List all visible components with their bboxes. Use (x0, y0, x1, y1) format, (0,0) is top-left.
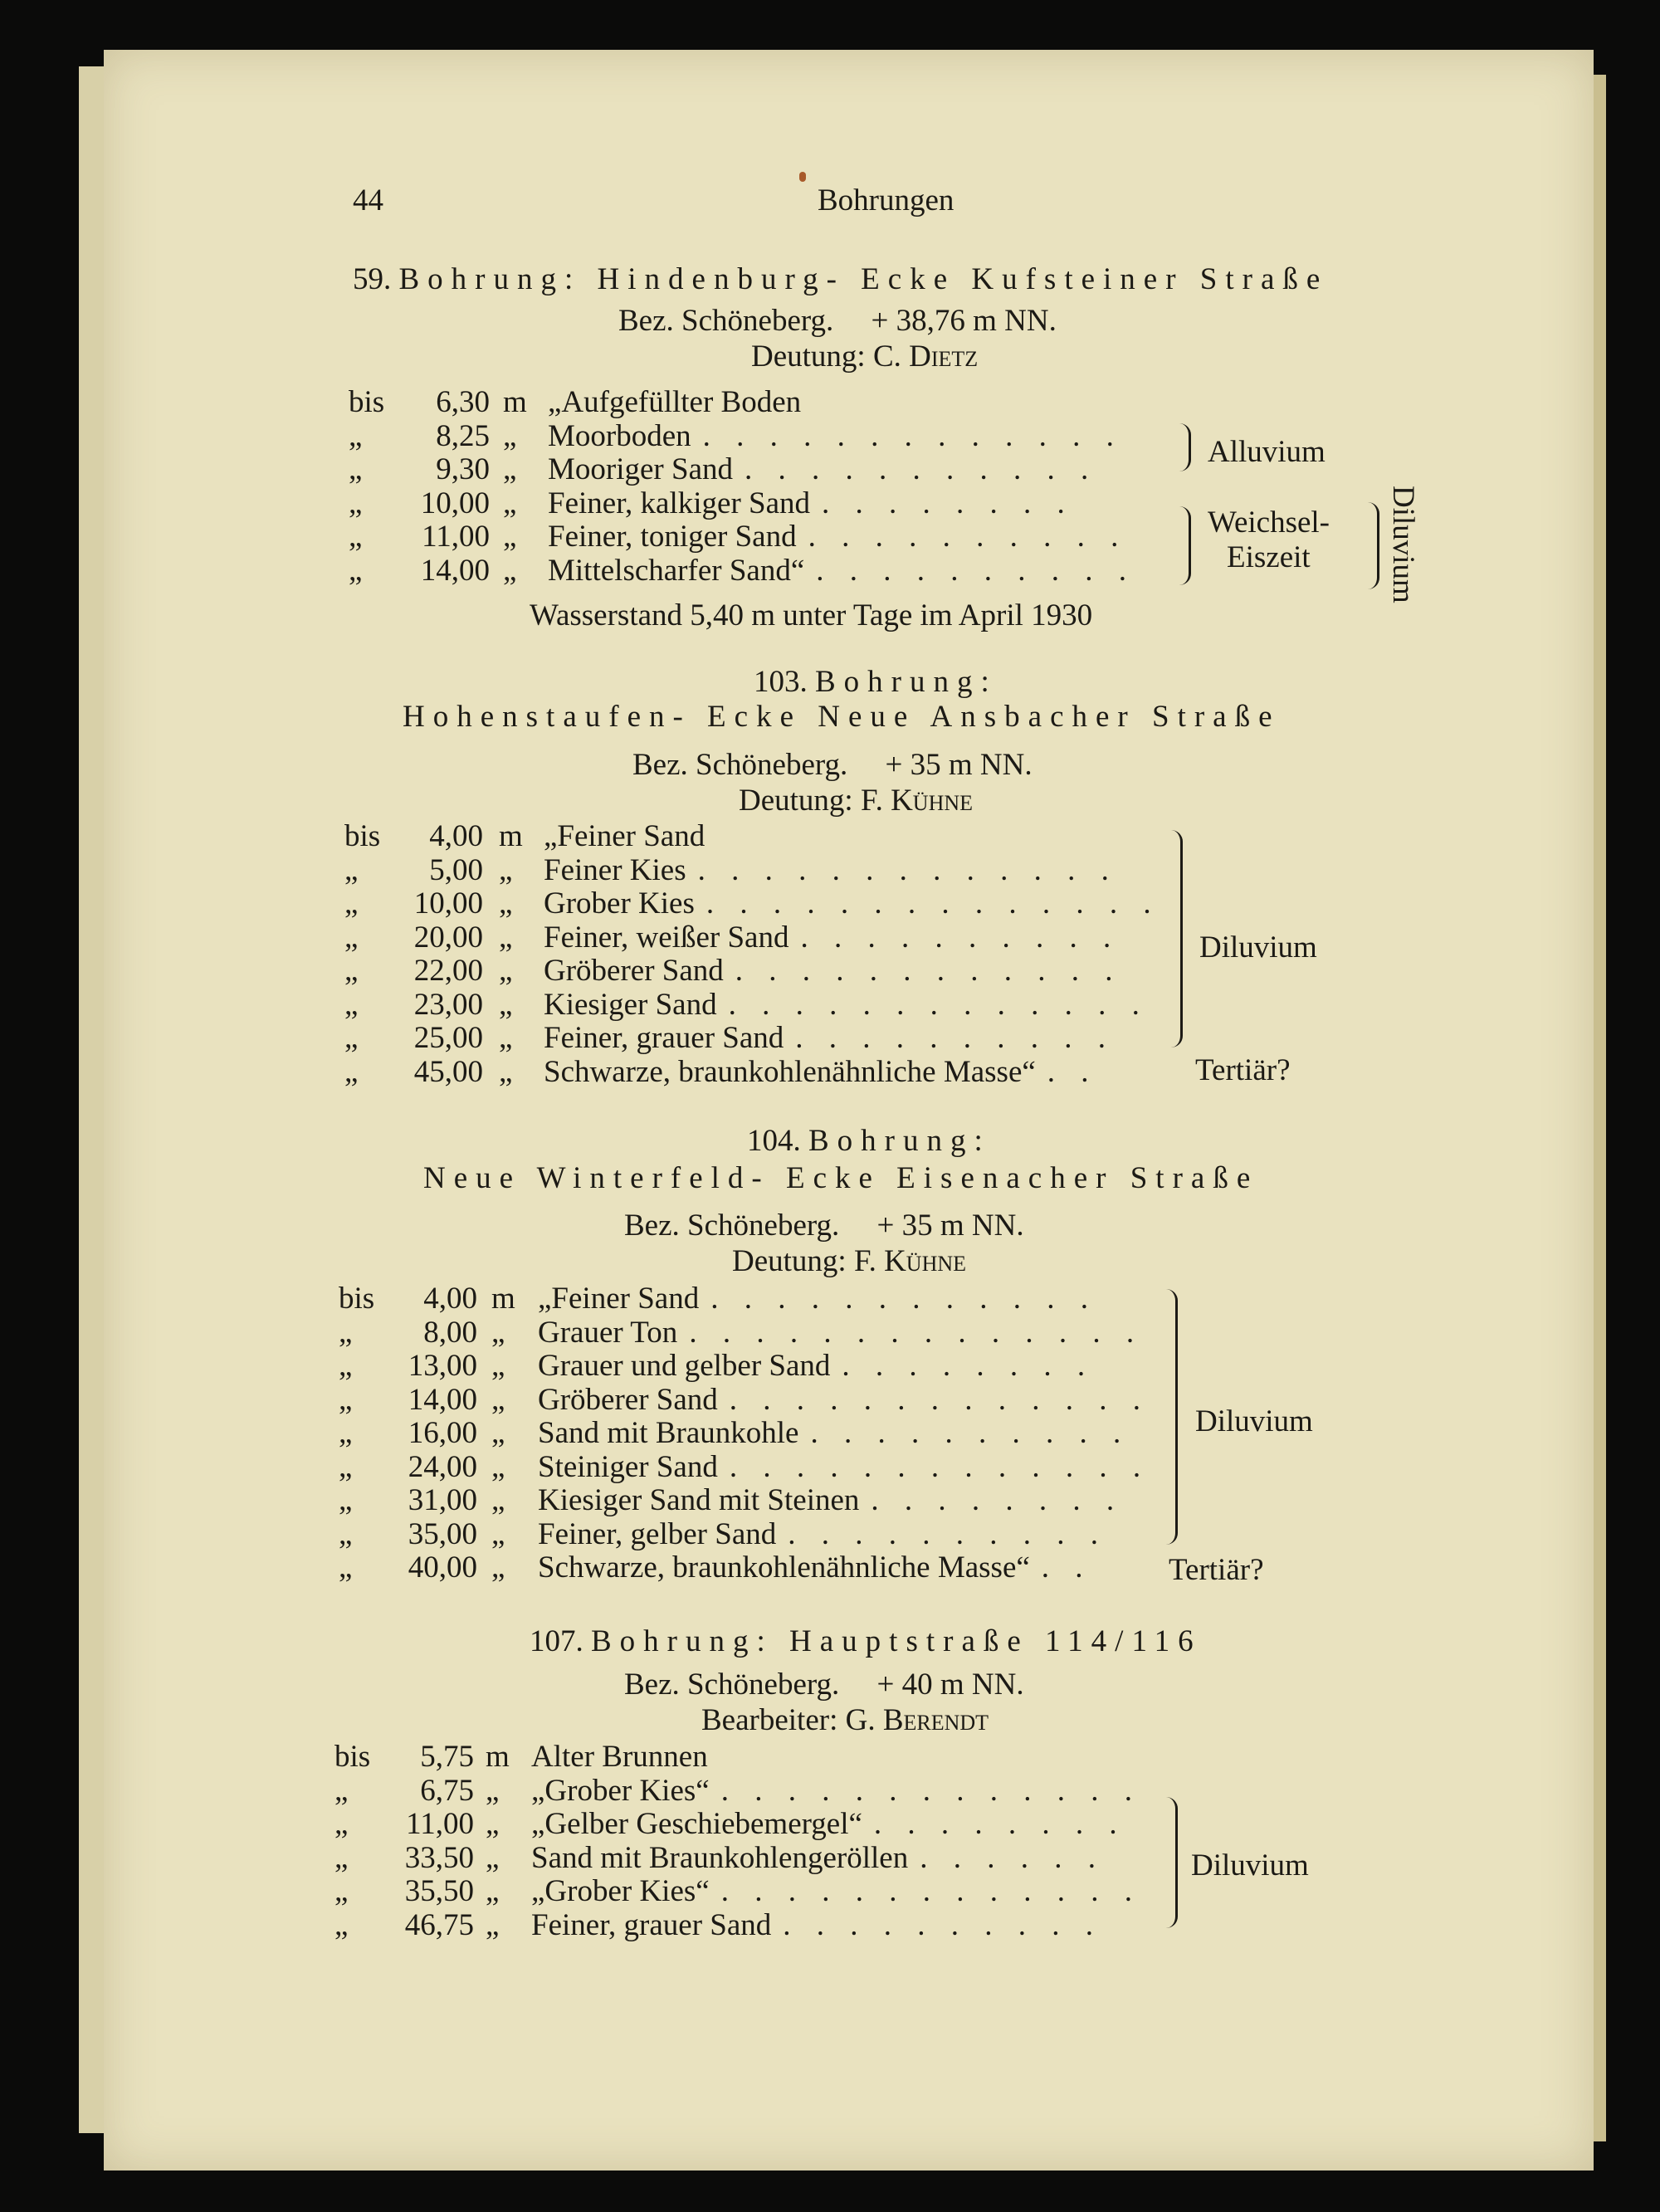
section-103-subtitle: Hohenstaufen- Ecke Neue Ansbacher Straße (403, 700, 1281, 734)
row-unit: m (499, 819, 523, 853)
row-depth: 4,00 (429, 819, 483, 853)
row-depth: 5,00 (429, 852, 483, 887)
section-104-title (747, 1125, 991, 1158)
row-depth: 23,00 (413, 987, 483, 1022)
brace-diluvium (1169, 830, 1183, 1047)
section-number: 104. (747, 1124, 801, 1158)
row-description: Mooriger Sand (548, 452, 733, 486)
row-prefix: „ (339, 1315, 353, 1350)
row-unit: „ (503, 486, 517, 520)
row-description: „Feiner Sand (544, 819, 706, 853)
row-description: „Grober Kies“ (531, 1874, 710, 1908)
row-prefix: „ (334, 1840, 349, 1875)
row-prefix: „ (344, 920, 359, 955)
row-unit: „ (499, 886, 513, 920)
row-leader-dots: . . . . . . . . . . . . (710, 1282, 1097, 1316)
section-59-district (618, 305, 1057, 338)
row-depth: 8,00 (423, 1315, 477, 1350)
row-prefix: „ (349, 486, 363, 520)
row-leader-dots: . . (1047, 1054, 1098, 1089)
row-description: Feiner, kalkiger Sand (548, 486, 811, 520)
row-description-line (531, 1808, 1126, 1841)
row-description-line (531, 1875, 1141, 1908)
row-depth: 4,00 (423, 1282, 477, 1316)
row-leader-dots: . . . . . . . . . . . . . (720, 1874, 1141, 1908)
row-prefix: „ (349, 452, 363, 486)
row-description: „Feiner Sand (538, 1282, 700, 1316)
row-description: Feiner Kies (544, 852, 686, 887)
row-leader-dots: . . . . . . . . . . (816, 553, 1135, 588)
row-description: Gröberer Sand (544, 954, 724, 988)
section-103-district (632, 749, 1033, 782)
row-depth: 8,25 (436, 418, 490, 453)
row-unit: „ (503, 520, 517, 554)
row-depth: 14,00 (408, 1382, 477, 1417)
row-leader-dots: . . . . . . . . . . (783, 1907, 1103, 1942)
row-prefix: „ (339, 1550, 353, 1585)
page-number: 44 (353, 183, 383, 217)
row-prefix: „ (334, 1807, 349, 1841)
interpretation-name: C. Dietz (872, 339, 979, 374)
row-unit: „ (491, 1449, 505, 1484)
row-prefix: „ (344, 987, 359, 1022)
row-leader-dots: . . . . . . (920, 1840, 1105, 1875)
row-prefix: „ (339, 1449, 353, 1484)
brace-diluvium (1164, 1797, 1178, 1928)
row-description-line (538, 1417, 1130, 1450)
row-description: Sand mit Braunkohle (538, 1416, 799, 1450)
row-unit: „ (503, 452, 517, 486)
row-prefix: „ (339, 1349, 353, 1383)
district: Bez. Schöneberg. (618, 304, 834, 338)
row-description-line (548, 554, 1135, 588)
row-description: Steiniger Sand (538, 1449, 718, 1484)
group-label-tertiar: Tertiär? (1195, 1053, 1291, 1087)
interpretation-label: Bearbeiter: (701, 1703, 838, 1737)
row-prefix: „ (339, 1416, 353, 1450)
row-prefix: „ (339, 1382, 353, 1417)
row-unit: „ (486, 1773, 500, 1808)
row-depth: 20,00 (413, 920, 483, 955)
interpretation-label: Deutung: (732, 1244, 847, 1278)
row-unit: „ (499, 852, 513, 887)
section-59-interpretation (751, 340, 978, 374)
row-description-line (538, 1316, 1143, 1350)
section-107-interpretation (701, 1704, 989, 1737)
row-prefix: „ (349, 553, 363, 588)
row-description-line (544, 854, 1118, 887)
row-depth: 35,00 (408, 1516, 477, 1551)
section-title-text: Bohrung: Hauptstraße 114/116 (591, 1624, 1202, 1658)
group-label-alluvium: Alluvium (1208, 435, 1326, 469)
row-leader-dots: . . . . . . . . . . . . . (697, 852, 1118, 887)
row-prefix: „ (334, 1874, 349, 1908)
row-unit: „ (499, 954, 513, 988)
row-prefix: „ (334, 1773, 349, 1808)
row-description-line (538, 1451, 1150, 1484)
row-description-line (531, 1842, 1105, 1875)
row-description-line (538, 1384, 1150, 1417)
interpretation-name: G. Berendt (845, 1703, 989, 1737)
row-prefix: „ (349, 520, 363, 554)
row-unit: „ (491, 1382, 505, 1417)
row-leader-dots: . . . . . . . . . . (788, 1516, 1107, 1551)
row-prefix: bis (334, 1740, 371, 1774)
district: Bez. Schöneberg. (624, 1209, 840, 1243)
row-description-line (544, 1056, 1098, 1089)
section-title-text: Bohrung: Hindenburg- Ecke Kufsteiner Straße (398, 262, 1329, 296)
row-description: Kiesiger Sand (544, 987, 717, 1022)
row-unit: „ (486, 1907, 500, 1942)
row-description: Alter Brunnen (531, 1740, 708, 1774)
row-depth: 6,75 (420, 1773, 474, 1808)
elevation: + 40 m NN. (876, 1668, 1024, 1702)
row-description: „Aufgefüllter Boden (548, 385, 802, 419)
row-description: Feiner, toniger Sand (548, 520, 797, 554)
elevation: + 35 m NN. (885, 748, 1033, 782)
section-103-title (754, 666, 998, 699)
section-103-interpretation (739, 784, 973, 818)
row-leader-dots: . . . . . . . . . . . . (735, 954, 1122, 988)
section-title-text: Bohrung: (815, 665, 998, 699)
row-depth: 24,00 (408, 1449, 477, 1484)
row-leader-dots: . . . . . . . . (871, 1483, 1124, 1517)
elevation: + 38,76 m NN. (871, 304, 1057, 338)
row-prefix: bis (344, 819, 381, 853)
row-unit: „ (486, 1807, 500, 1841)
row-description: Grauer Ton (538, 1315, 678, 1350)
row-description-line (538, 1484, 1123, 1517)
row-unit: „ (499, 1021, 513, 1055)
row-description: Grober Kies (544, 886, 695, 920)
row-description: „Grober Kies“ (531, 1773, 710, 1808)
row-description-line (538, 1350, 1094, 1383)
row-leader-dots: . . . . . . . . . . . (745, 452, 1098, 486)
row-leader-dots: . . . . . . . . . . . . . (720, 1773, 1141, 1808)
row-leader-dots: . . . . . . . . (873, 1807, 1126, 1841)
row-unit: „ (491, 1349, 505, 1383)
group-label-diluvium: Diluvium (1191, 1848, 1309, 1882)
row-depth: 31,00 (408, 1483, 477, 1517)
row-leader-dots: . . . . . . . . . . . . . (728, 987, 1149, 1022)
row-prefix: „ (344, 954, 359, 988)
row-description: Schwarze, braunkohlenähnliche Masse“ (544, 1054, 1036, 1089)
row-depth: 40,00 (408, 1550, 477, 1585)
row-depth: 22,00 (413, 954, 483, 988)
group-label-eiszeit: Eiszeit (1227, 540, 1311, 574)
row-prefix: „ (344, 1021, 359, 1055)
section-number: 59. (353, 262, 392, 296)
row-leader-dots: . . . . . . . . . . (808, 520, 1128, 554)
row-description-line (544, 1022, 1115, 1055)
row-depth: 14,00 (420, 553, 490, 588)
section-104-interpretation (732, 1245, 966, 1278)
section-59-title (353, 263, 1328, 296)
row-description-line (544, 887, 1160, 920)
row-depth: 35,50 (404, 1874, 474, 1908)
row-depth: 11,00 (406, 1807, 474, 1841)
row-unit: „ (491, 1550, 505, 1585)
interpretation-name: F. Kühne (853, 1244, 966, 1278)
row-leader-dots: . . . . . . . . . . (795, 1021, 1116, 1055)
ink-mark (799, 172, 806, 182)
interpretation-label: Deutung: (751, 339, 866, 374)
brace-diluvium (1164, 1289, 1178, 1545)
row-description: Feiner, grauer Sand (544, 1021, 784, 1055)
row-prefix: „ (344, 852, 359, 887)
row-leader-dots: . . . . . . . . . . . . . . (706, 886, 1160, 920)
row-prefix: „ (344, 1054, 359, 1089)
row-description-line (548, 386, 813, 419)
section-number: 103. (754, 665, 808, 699)
section-number: 107. (530, 1624, 583, 1658)
row-unit: „ (486, 1874, 500, 1908)
row-leader-dots: . . . . . . . . . . . . . . (689, 1315, 1144, 1350)
row-unit: „ (503, 553, 517, 588)
row-prefix: „ (339, 1516, 353, 1551)
interpretation-name: F. Kühne (860, 784, 973, 818)
section-107-title (530, 1625, 1202, 1658)
group-label-weichsel: Weichsel- (1208, 505, 1330, 540)
row-leader-dots: . . . . . . . . . . . . . (702, 418, 1123, 453)
section-title-text: Bohrung: (808, 1124, 991, 1158)
group-label-diluvium-vertical: Diluvium (1386, 486, 1420, 603)
row-description-line (531, 1741, 720, 1774)
row-description-line (548, 453, 1097, 486)
row-depth: 33,50 (404, 1840, 474, 1875)
group-label-diluvium: Diluvium (1195, 1404, 1313, 1438)
district: Bez. Schöneberg. (632, 748, 848, 782)
row-depth: 6,30 (436, 385, 490, 419)
row-prefix: „ (344, 886, 359, 920)
row-description-line (531, 1909, 1102, 1942)
row-leader-dots: . . . . . . . . . . (800, 920, 1120, 955)
row-depth: 10,00 (413, 886, 483, 920)
row-depth: 13,00 (408, 1349, 477, 1383)
row-unit: „ (491, 1416, 505, 1450)
row-description: „Gelber Geschiebemergel“ (531, 1807, 862, 1841)
row-description-line (544, 955, 1122, 988)
row-unit: „ (499, 920, 513, 955)
section-104-district (624, 1209, 1024, 1243)
row-unit: „ (486, 1840, 500, 1875)
row-description-line (548, 420, 1123, 453)
row-description-line (538, 1282, 1097, 1316)
row-prefix: „ (334, 1907, 349, 1942)
interpretation-label: Deutung: (739, 784, 853, 818)
row-depth: 11,00 (422, 520, 490, 554)
row-description: Moorboden (548, 418, 691, 453)
row-description: Gröberer Sand (538, 1382, 718, 1417)
row-depth: 46,75 (404, 1907, 474, 1942)
row-unit: m (503, 385, 527, 419)
row-prefix: bis (349, 385, 385, 419)
row-depth: 9,30 (436, 452, 490, 486)
brace-diluvium (1365, 502, 1379, 589)
row-leader-dots: . . . . . . . . (822, 486, 1074, 520)
row-unit: m (486, 1740, 510, 1774)
row-depth: 45,00 (413, 1054, 483, 1089)
row-prefix: bis (339, 1282, 375, 1316)
row-description: Schwarze, braunkohlenähnliche Masse“ (538, 1550, 1030, 1585)
row-unit: „ (491, 1315, 505, 1350)
row-prefix: „ (339, 1483, 353, 1517)
row-unit: „ (491, 1483, 505, 1517)
row-leader-dots: . . (1041, 1550, 1092, 1585)
running-title: Bohrungen (818, 183, 954, 217)
row-description-line (548, 487, 1074, 520)
row-description-line (544, 820, 716, 853)
section-59-water-note: Wasserstand 5,40 m unter Tage im April 1930 (530, 598, 1093, 632)
row-description-line (548, 520, 1127, 554)
row-depth: 10,00 (420, 486, 490, 520)
district: Bez. Schöneberg. (624, 1668, 840, 1702)
row-description: Feiner, gelber Sand (538, 1516, 777, 1551)
elevation: + 35 m NN. (876, 1209, 1024, 1243)
row-prefix: „ (349, 418, 363, 453)
row-unit: m (491, 1282, 515, 1316)
row-unit: „ (499, 1054, 513, 1089)
row-leader-dots: . . . . . . . . . . . . . (729, 1449, 1150, 1484)
row-unit: „ (499, 987, 513, 1022)
row-leader-dots: . . . . . . . . . . (810, 1416, 1130, 1450)
row-description: Feiner, grauer Sand (531, 1907, 772, 1942)
row-description: Sand mit Braunkohlengeröllen (531, 1840, 909, 1875)
row-leader-dots: . . . . . . . . . . . . . (729, 1382, 1150, 1417)
brace-weichsel (1177, 506, 1191, 585)
row-depth: 25,00 (413, 1021, 483, 1055)
row-unit: „ (491, 1516, 505, 1551)
group-label-tertiar: Tertiär? (1169, 1553, 1264, 1587)
row-description: Kiesiger Sand mit Steinen (538, 1483, 860, 1517)
row-description-line (538, 1518, 1107, 1551)
row-leader-dots: . . . . . . . . (842, 1349, 1095, 1383)
section-104-subtitle: Neue Winterfeld- Ecke Eisenacher Straße (423, 1161, 1259, 1195)
row-description-line (544, 921, 1120, 955)
row-depth: 16,00 (408, 1416, 477, 1450)
row-description-line (538, 1551, 1092, 1585)
row-description: Mittelscharfer Sand“ (548, 553, 805, 588)
row-description: Grauer und gelber Sand (538, 1349, 831, 1383)
brace-alluvium (1177, 423, 1191, 471)
section-107-district (624, 1668, 1024, 1702)
row-description: Feiner, weißer Sand (544, 920, 789, 955)
row-depth: 5,75 (420, 1740, 474, 1774)
row-unit: „ (503, 418, 517, 453)
row-description-line (531, 1775, 1141, 1808)
row-description-line (544, 989, 1149, 1022)
group-label-diluvium: Diluvium (1199, 930, 1317, 964)
